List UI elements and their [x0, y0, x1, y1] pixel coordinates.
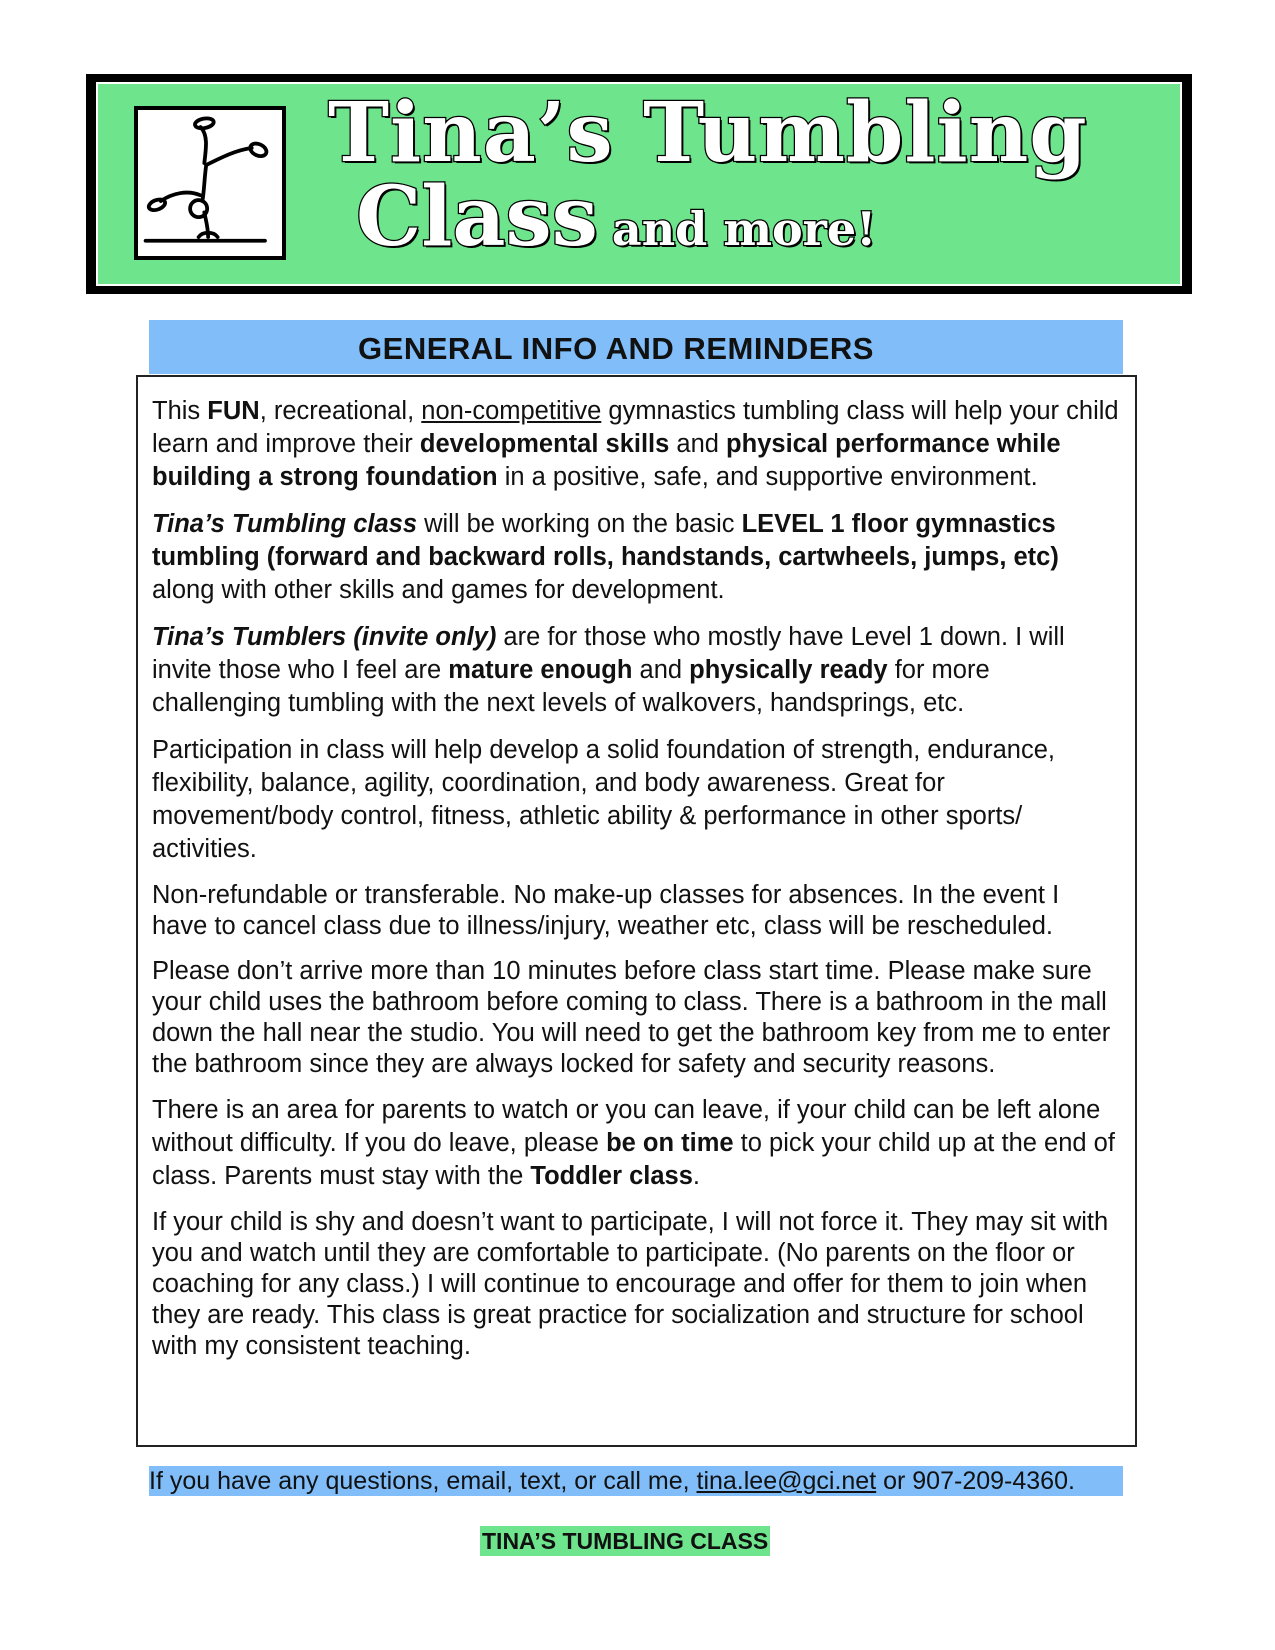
contact-prefix: If you have any questions, email, text, or call me, — [149, 1467, 697, 1495]
text-span: , recreational, — [259, 397, 422, 425]
paragraph-refund-policy: Non-refundable or transferable. No make-up classes for absences. In the event I have to cancel class due to illness/injury, weather etc, class will be rescheduled. — [152, 881, 1060, 940]
text-span: and — [669, 430, 727, 458]
text-span: and — [632, 656, 690, 684]
contact-bar — [149, 1466, 1123, 1496]
handstand-figure-icon — [138, 110, 282, 256]
bold-span: physical performance while building a strong foundation — [152, 430, 1061, 491]
header-banner-inner — [96, 82, 1182, 286]
text-span: for more challenging tumbling with the next levels of walkovers, handsprings, etc. — [152, 656, 990, 717]
banner-title — [328, 85, 1088, 265]
phone-number[interactable]: 907-209-4360 — [912, 1467, 1068, 1495]
bold-span: FUN — [207, 397, 260, 425]
bold-span: Toddler class — [530, 1162, 693, 1190]
paragraph-parents — [152, 1094, 1121, 1193]
paragraph-intro — [152, 395, 1121, 494]
paragraph-arrival-bathroom: Please don’t arrive more than 10 minutes before class start time. Please make sure your child uses the bathroom before coming to class. There is a bathroom in the mall down the hall near the studio. You will need to get the bathroom key from me to enter the bathroom since they are always locked for safety and security reasons. — [152, 957, 1111, 1078]
email-link[interactable]: tina.lee@gci.net — [696, 1467, 877, 1495]
paragraph-tumbling-class — [152, 508, 1121, 607]
bold-span: physically ready — [689, 656, 888, 684]
text-span: along with other skills and games for development. — [152, 576, 725, 604]
text-span: . — [692, 1162, 701, 1190]
text-span: in a positive, safe, and supportive environment. — [497, 463, 1038, 491]
text-span: to pick your child up at the end of class. Parents must stay with the — [152, 1129, 1115, 1190]
info-content-box — [136, 375, 1137, 1447]
contact-middle: or — [876, 1467, 913, 1495]
underlined-span: non-competitive — [421, 397, 602, 425]
title-line-1: Tina’s Tumbling — [328, 85, 1088, 181]
title-class-word: Class — [356, 169, 598, 265]
contact-suffix: . — [1067, 1467, 1075, 1495]
text-span: There is an area for parents to watch or you can leave, if your child can be left alone without difficulty. If you do leave, please — [152, 1096, 1101, 1157]
bold-span: mature enough — [448, 656, 633, 684]
paragraph-shy-child: If your child is shy and doesn’t want to participate, I will not force it. They may sit with you and watch until they are comfortable to participate. (No parents on the floor or coaching for any class.) I will continue to encourage and offer for them to join when they are ready. This class is great practice for socialization and structure for school with my consistent teaching. — [152, 1208, 1109, 1360]
text-span: gymnastics tumbling class will help your child learn and improve their — [152, 397, 1119, 458]
header-banner — [86, 74, 1192, 294]
section-heading: GENERAL INFO AND REMINDERS — [149, 320, 1123, 374]
footer-tag: TINA’S TUMBLING CLASS — [482, 1528, 769, 1554]
bold-span: developmental skills — [419, 430, 670, 458]
bold-span: be on time — [606, 1129, 734, 1157]
logo-box — [134, 106, 286, 260]
paragraph-tumblers — [152, 621, 1121, 720]
bold-span: LEVEL 1 floor gymnastics tumbling (forward and backward rolls, handstands, cartwheels, jumps, etc) — [152, 510, 1059, 571]
text-span: are for those who mostly have Level 1 down. I will invite those who I feel are — [152, 623, 1065, 684]
text-span: This — [152, 397, 208, 425]
text-span: will be working on the basic — [417, 510, 742, 538]
title-and-more: and more! — [611, 202, 877, 256]
title-line-2 — [328, 169, 1088, 265]
paragraph-participation: Participation in class will help develop a solid foundation of strength, endurance, flexibility, balance, agility, coordination, and body awareness. Great for movement/body control, fitness, athletic ability & performance in other sports/ activities. — [152, 736, 1055, 863]
bold-italic-span: Tina’s Tumbling class — [152, 510, 418, 538]
bold-italic-span: Tina’s Tumblers (invite only) — [152, 623, 497, 651]
